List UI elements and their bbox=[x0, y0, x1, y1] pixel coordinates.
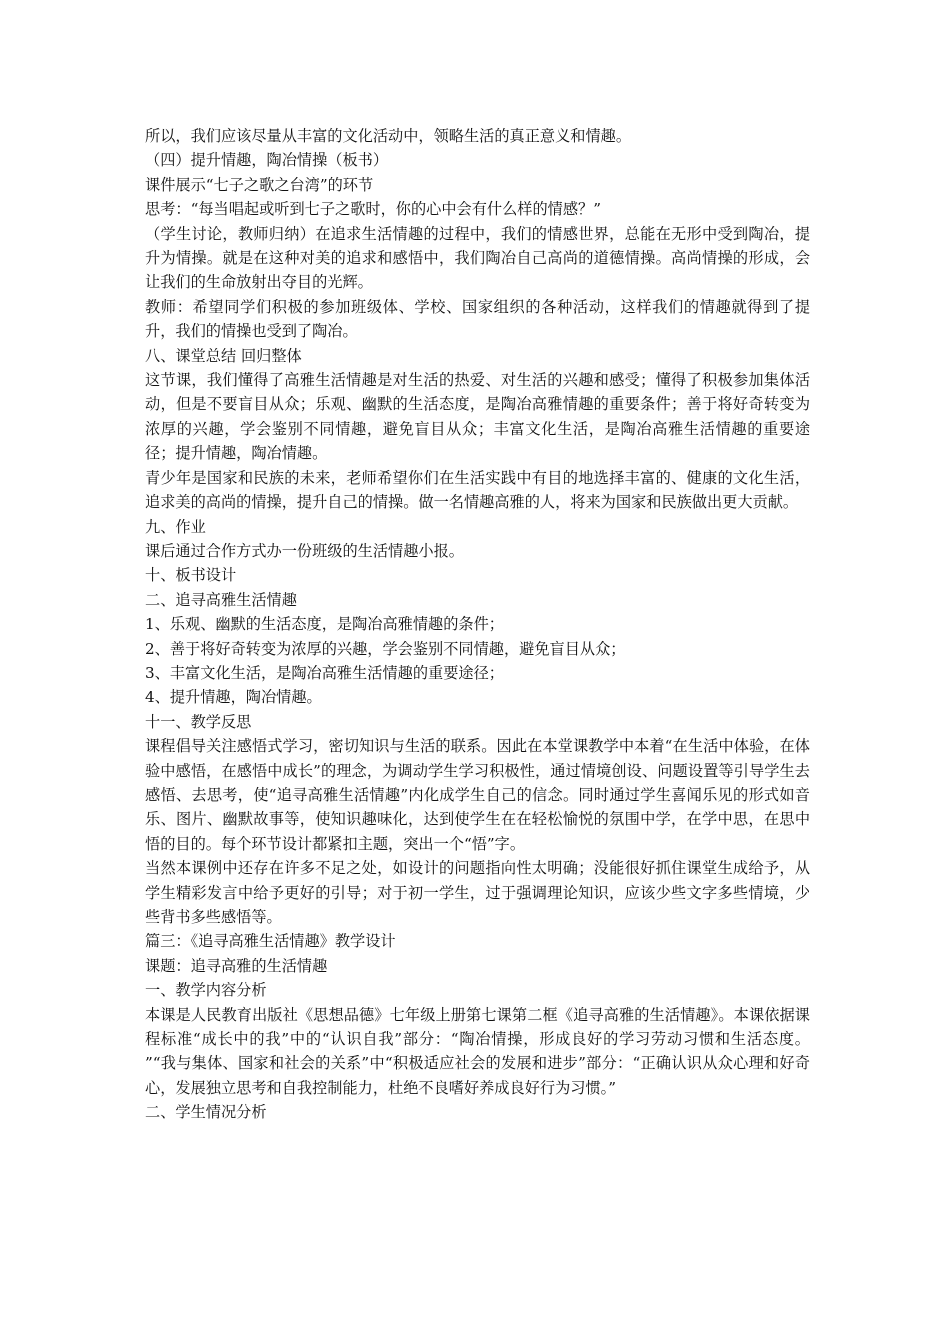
paragraph-9: 青少年是国家和民族的未来，老师希望你们在生活实践中有目的地选择丰富的、健康的文化生活，追求美的高尚的情操，提升自己的情操。做一名情趣高雅的人，将来为国家和民族做出更大贡献。 bbox=[145, 468, 810, 512]
part-three-title: 篇三：《追寻高雅生活情趣》教学设计 bbox=[145, 932, 396, 951]
paragraph-4: 思考：“每当唱起或听到七子之歌时，你的心中会有什么样的情感？” bbox=[145, 200, 601, 219]
board-item-1: 1、乐观、幽默的生活态度，是陶冶高雅情趣的条件； bbox=[145, 615, 504, 634]
lesson-topic: 课题：追寻高雅的生活情趣 bbox=[145, 956, 328, 975]
section-heading-11: 十一、教学反思 bbox=[145, 712, 252, 731]
section-heading-4: （四）提升情趣，陶冶情操（板书） bbox=[145, 151, 388, 170]
board-title: 二、追寻高雅生活情趣 bbox=[145, 590, 297, 609]
section-heading-8: 八、课堂总结 回归整体 bbox=[145, 346, 302, 365]
paragraph-3: 课件展示“七子之歌之台湾”的环节 bbox=[145, 175, 374, 194]
paragraph-20: 当然本课例中还存在许多不足之处，如设计的问题指向性太明确；没能很好抓住课堂生成给予，从学生精彩发言中给予更好的引导；对于初一学生，过于强调理论知识，应该少些文字多些情境，少些背书多些感悟等。 bbox=[145, 859, 810, 926]
document-body bbox=[145, 124, 810, 1125]
paragraph-5: （学生讨论，教师归纳）在追求生活情趣的过程中，我们的情感世界，总能在无形中受到陶冶，提升为情操。就是在这种对美的追求和感悟中，我们陶冶自己高尚的道德情操。高尚情操的形成，会让我们的生命放射出夺目的光辉。 bbox=[145, 224, 810, 292]
section-heading-10: 十、板书设计 bbox=[145, 566, 237, 585]
board-item-4: 4、提升情趣，陶冶情趣。 bbox=[145, 688, 322, 707]
paragraph-11: 课后通过合作方式办一份班级的生活情趣小报。 bbox=[145, 541, 464, 560]
board-item-3: 3、丰富文化生活，是陶冶高雅生活情趣的重要途径； bbox=[145, 663, 504, 682]
board-item-2: 2、善于将好奇转变为浓厚的兴趣，学会鉴别不同情趣，避免盲目从众； bbox=[145, 639, 626, 658]
paragraph-1: 所以，我们应该尽量从丰富的文化活动中，领略生活的真正意义和情趣。 bbox=[145, 127, 631, 145]
paragraph-19: 课程倡导关注感悟式学习，密切知识与生活的联系。因此在本堂课教学中本着“在生活中体验，在体验中感悟，在感悟中成长”的理念，为调动学生学习积极性，通过情境创设、问题设置等引导学生去感悟、去思考，使“追寻高雅生活情趣”内化成学生自己的信念。同时通过学生喜闻乐见的形式如音乐、图片、幽默故事等，使知识趣味化，达到使学生在在轻松愉悦的氛围中学，在学中思，在思中悟的目的。每个环节设计都紧扣主题，突出一个“悟”字。 bbox=[145, 737, 810, 853]
paragraph-8: 这节课，我们懂得了高雅生活情趣是对生活的热爱、对生活的兴趣和感受；懂得了积极参加集体活动，但是不要盲目从众；乐观、幽默的生活态度，是陶冶高雅情趣的重要条件；善于将好奇转变为浓厚的兴趣，学会鉴别不同情趣，避免盲目从众；丰富文化生活，是陶冶高雅生活情趣的重要途径；提升情趣，陶冶情趣。 bbox=[145, 371, 810, 463]
section-heading-1: 一、教学内容分析 bbox=[145, 981, 267, 1000]
section-heading-9: 九、作业 bbox=[145, 517, 206, 536]
paragraph-24: 本课是人民教育出版社《思想品德》七年级上册第七课第二框《追寻高雅的生活情趣》。本课依据课程标准“成长中的我”中的“认识自我”部分：“陶冶情操，形成良好的学习劳动习惯和生活态度。 ”“我与集体、国家和社会的关系”中“积极适应社会的发展和进步”部分：“正确认识从众心理和好奇心，发展独立思考和自我控制能力，杜绝不良嗜好养成良好行为习惯。” bbox=[145, 1005, 810, 1097]
section-heading-2: 二、学生情况分析 bbox=[145, 1103, 267, 1122]
paragraph-6: 教师：希望同学们积极的参加班级体、学校、国家组织的各种活动，这样我们的情趣就得到了提升，我们的情操也受到了陶冶。 bbox=[145, 297, 810, 341]
